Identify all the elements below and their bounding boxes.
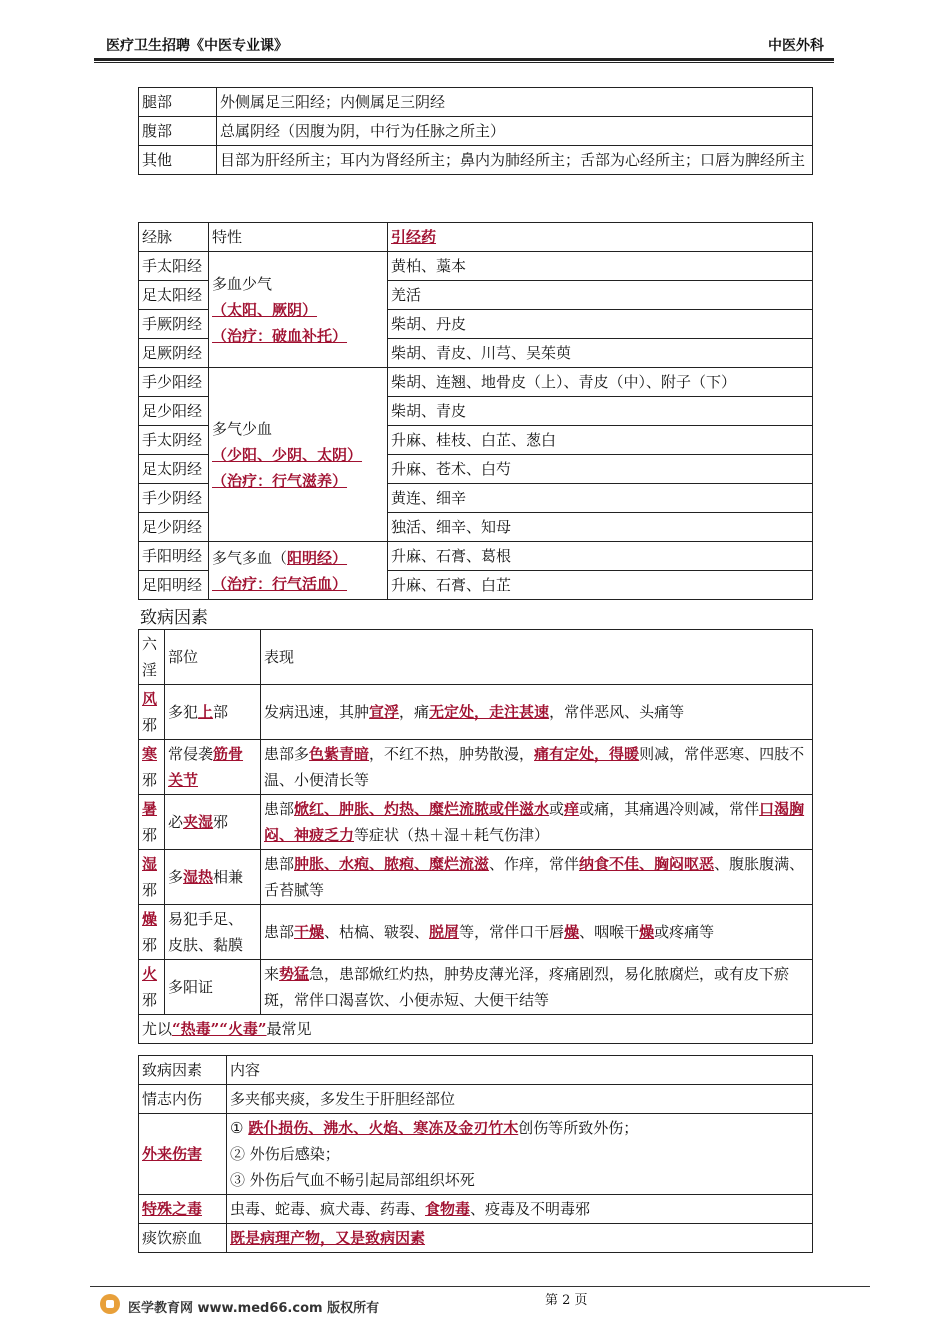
- meridian-cell: 足太阴经: [139, 455, 209, 484]
- site-highlight: 湿热: [183, 868, 214, 886]
- six-evils-table: [138, 629, 813, 1044]
- site-highlight: 筋骨关节: [168, 745, 244, 789]
- meridian-cell: 足阳明经: [139, 571, 209, 600]
- footnote-text: 尤以: [142, 1020, 173, 1038]
- property-treatment: （治疗：行气滋养）: [212, 471, 348, 490]
- evil-name-cell: [139, 795, 165, 850]
- symptom-highlight: 燥: [564, 923, 580, 941]
- meridian-cell: 手太阴经: [139, 426, 209, 455]
- symptom-text: ，痛: [399, 703, 430, 721]
- property-cell: [209, 252, 388, 368]
- column-header: 特性: [209, 223, 388, 252]
- section-title: 致病因素: [140, 608, 208, 628]
- table-row: [139, 960, 813, 1015]
- table-cell: 总属阴经（因腹为阴，中行为任脉之所主）: [217, 117, 813, 146]
- property-text-plain: 多气多血（: [212, 548, 288, 567]
- evil-name: 风: [142, 690, 158, 708]
- factor-cell: 痰饮瘀血: [139, 1224, 227, 1253]
- symptom-cell: [261, 740, 813, 795]
- evil-name: 火: [142, 965, 158, 983]
- logo-icon: [100, 1294, 120, 1314]
- symptom-cell: [261, 850, 813, 905]
- site-text: 多犯: [168, 703, 199, 721]
- herb-cell: 升麻、石膏、葛根: [388, 542, 813, 571]
- herb-cell: 柴胡、青皮: [388, 397, 813, 426]
- content-cell: [227, 1195, 813, 1224]
- meridian-cell: 手阳明经: [139, 542, 209, 571]
- herb-cell: 升麻、桂枝、白芷、葱白: [388, 426, 813, 455]
- symptom-highlight: 色紫青暗: [309, 745, 370, 763]
- footer-copyright: 医学教育网 www.med66.com 版权所有: [128, 1301, 380, 1316]
- symptom-cell: [261, 795, 813, 850]
- herb-cell: 黄柏、藁本: [388, 252, 813, 281]
- symptom-text: ，常伴恶风、头痛等: [549, 703, 685, 721]
- herb-cell: 独活、细辛、知母: [388, 513, 813, 542]
- symptom-highlight: 口渴胸闷、神疲乏力: [264, 800, 805, 844]
- column-header: 致病因素: [139, 1056, 227, 1085]
- symptom-text: 患部多: [264, 745, 310, 763]
- symptom-cell: [261, 960, 813, 1015]
- factor-cell: 情志内伤: [139, 1085, 227, 1114]
- table-row: [139, 252, 813, 281]
- meridian-cell: 足厥阴经: [139, 339, 209, 368]
- table-header-row: [139, 630, 813, 685]
- content-line: ② 外伤后感染；: [230, 1145, 340, 1163]
- site-cell: [165, 850, 261, 905]
- symptom-text: 、咽喉干: [579, 923, 640, 941]
- property-treatment: （治疗：行气活血）: [212, 574, 348, 593]
- footnote-highlight: “热毒”“火毒”: [172, 1020, 267, 1038]
- site-text: 部: [213, 703, 229, 721]
- table-cell: 其他: [139, 146, 217, 175]
- table-row: [139, 542, 813, 571]
- symptom-highlight: 干燥: [294, 923, 325, 941]
- table-row: [139, 1085, 813, 1114]
- column-header: 六淫: [139, 630, 165, 685]
- symptom-highlight: 脱屑: [429, 923, 460, 941]
- footnote-text: 最常见: [266, 1020, 312, 1038]
- meridian-table: [138, 222, 813, 600]
- property-treatment: （治疗：破血补托）: [212, 326, 348, 345]
- symptom-highlight: 痒: [564, 800, 580, 818]
- meridian-cell: 手少阳经: [139, 368, 209, 397]
- evil-name: 暑: [142, 800, 158, 818]
- column-header-text: 引经药: [391, 228, 437, 246]
- content-cell: [227, 1224, 813, 1253]
- symptom-text: 、枯槁、皲裂、: [324, 923, 430, 941]
- herb-cell: 柴胡、青皮、川芎、吴茱萸: [388, 339, 813, 368]
- evil-name-cell: [139, 740, 165, 795]
- site-highlight: 上: [198, 703, 214, 721]
- page-number: 第 2 页: [545, 1293, 588, 1308]
- meridian-cell: 足少阳经: [139, 397, 209, 426]
- column-header: 表现: [261, 630, 813, 685]
- property-text-highlight: 阳明经）: [287, 548, 348, 567]
- evil-suffix: 邪: [142, 881, 158, 899]
- evil-suffix: 邪: [142, 716, 158, 734]
- table-row: [139, 1195, 813, 1224]
- table-row: [139, 146, 813, 175]
- site-cell: [165, 795, 261, 850]
- meridian-cell: 手厥阴经: [139, 310, 209, 339]
- symptom-highlight: 纳食不佳、胸闷呕恶: [579, 855, 715, 873]
- table-row: [139, 1224, 813, 1253]
- column-header: [388, 223, 813, 252]
- body-region-table: [138, 87, 813, 175]
- symptom-highlight: 肿胀、水疱、脓疱、糜烂流滋: [294, 855, 490, 873]
- factor-cell: 外来伤害: [139, 1114, 227, 1195]
- table-row: [139, 1114, 813, 1195]
- content-highlight: 跌仆损伤、沸水、火焰、寒冻及金刃竹木: [248, 1119, 519, 1137]
- content-text: 、疫毒及不明毒邪: [470, 1200, 591, 1218]
- site-text: 相兼: [213, 868, 244, 886]
- content-text: 创伤等所致外伤；: [518, 1119, 639, 1137]
- table-footnote: [139, 1015, 813, 1044]
- table-row: [139, 685, 813, 740]
- footer-rule: [90, 1286, 870, 1287]
- header-subject: 中医外科: [768, 38, 824, 54]
- table-row: [139, 88, 813, 117]
- symptom-highlight: 无定处，走注甚速: [429, 703, 550, 721]
- table-cell: 外侧属足三阳经；内侧属足三阴经: [217, 88, 813, 117]
- symptom-highlight: 燥: [639, 923, 655, 941]
- herb-cell: 升麻、苍术、白芍: [388, 455, 813, 484]
- symptom-text: 发病迅速，其肿: [264, 703, 370, 721]
- symptom-text: 、作痒，常伴: [489, 855, 580, 873]
- herb-cell: 柴胡、连翘、地骨皮（上）、青皮（中）、附子（下）: [388, 368, 813, 397]
- meridian-cell: 足少阴经: [139, 513, 209, 542]
- symptom-cell: [261, 905, 813, 960]
- evil-name-cell: [139, 960, 165, 1015]
- symptom-text: 或疼痛等: [654, 923, 715, 941]
- site-cell: 易犯手足、皮肤、黏膜: [165, 905, 261, 960]
- content-cell: [227, 1114, 813, 1195]
- evil-suffix: 邪: [142, 936, 158, 954]
- table-cell: 腿部: [139, 88, 217, 117]
- table-row: [139, 795, 813, 850]
- site-text: 常侵袭: [168, 745, 214, 763]
- evil-name-cell: [139, 685, 165, 740]
- site-text: 邪: [213, 813, 229, 831]
- content-highlight: 既是病理产物，又是致病因素: [230, 1229, 426, 1247]
- site-cell: 多阳证: [165, 960, 261, 1015]
- evil-name-cell: [139, 850, 165, 905]
- content-text: ①: [230, 1119, 249, 1137]
- symptom-text: 等症状（热＋湿＋耗气伤津）: [354, 826, 550, 844]
- evil-name: 湿: [142, 855, 158, 873]
- symptom-text: 患部: [264, 855, 295, 873]
- site-cell: [165, 740, 261, 795]
- symptom-text: 来: [264, 965, 280, 983]
- property-text: 多气少血: [212, 419, 273, 438]
- table-cell: 腹部: [139, 117, 217, 146]
- site-highlight: 夹湿: [183, 813, 214, 831]
- header-rule-thin: [94, 62, 834, 63]
- symptom-cell: [261, 685, 813, 740]
- evil-suffix: 邪: [142, 771, 158, 789]
- table-cell: 目部为肝经所主；耳内为肾经所主；鼻内为肺经所主；舌部为心经所主；口唇为脾经所主: [217, 146, 813, 175]
- herb-cell: 升麻、石膏、白芷: [388, 571, 813, 600]
- symptom-text: 患部: [264, 923, 295, 941]
- symptom-text: 或痛，其痛遇冷则减，常伴: [579, 800, 760, 818]
- symptom-text: ，不红不热，肿势散漫，: [369, 745, 535, 763]
- symptom-text: 或: [549, 800, 565, 818]
- table-row: [139, 117, 813, 146]
- herb-cell: 羌活: [388, 281, 813, 310]
- content-line: ③ 外伤后气血不畅引起局部组织坏死: [230, 1171, 475, 1189]
- table-header-row: [139, 1056, 813, 1085]
- symptom-text: 则减，常伴恶寒、四肢不温、小便清长等: [264, 745, 805, 789]
- property-cell: [209, 542, 388, 600]
- site-cell: [165, 685, 261, 740]
- header-title: 医疗卫生招聘《中医专业课》: [106, 38, 288, 54]
- herb-cell: 黄连、细辛: [388, 484, 813, 513]
- property-text: 多血少气: [212, 274, 273, 293]
- symptom-text: 等，常伴口干唇: [459, 923, 565, 941]
- table-row: [139, 368, 813, 397]
- header-rule: [94, 58, 834, 61]
- property-note: （少阳、少阴、太阴）: [212, 445, 363, 464]
- herb-cell: 柴胡、丹皮: [388, 310, 813, 339]
- property-cell: [209, 368, 388, 542]
- content-highlight: 食物毒: [425, 1200, 471, 1218]
- content-text: 虫毒、蛇毒、疯犬毒、药毒、: [230, 1200, 426, 1218]
- symptom-highlight: 势猛: [279, 965, 310, 983]
- symptom-highlight: 宣浮: [369, 703, 400, 721]
- symptom-highlight: 痛有定处，得暖: [534, 745, 640, 763]
- pathogenic-factors-table: [138, 1055, 813, 1253]
- evil-suffix: 邪: [142, 991, 158, 1009]
- table-header-row: [139, 223, 813, 252]
- site-text: 必: [168, 813, 184, 831]
- evil-name-cell: [139, 905, 165, 960]
- symptom-highlight: 焮红、肿胀、灼热、糜烂流脓或伴滋水: [294, 800, 550, 818]
- meridian-cell: 手少阴经: [139, 484, 209, 513]
- factor-cell: 特殊之毒: [139, 1195, 227, 1224]
- symptom-text: 、腹胀腹满、舌苔腻等: [264, 855, 805, 899]
- column-header: 内容: [227, 1056, 813, 1085]
- content-line: [230, 1115, 809, 1141]
- symptom-text: 患部: [264, 800, 295, 818]
- property-text: [212, 545, 384, 571]
- evil-name: 寒: [142, 745, 158, 763]
- column-header: 部位: [165, 630, 261, 685]
- evil-suffix: 邪: [142, 826, 158, 844]
- column-header: 经脉: [139, 223, 209, 252]
- symptom-text: 急，患部焮红灼热，肿势皮薄光泽，疼痛剧烈，易化脓腐烂，或有皮下瘀斑，常伴口渴喜饮、小便赤短、大便干结等: [264, 965, 790, 1009]
- meridian-cell: 手太阳经: [139, 252, 209, 281]
- content-cell: 多夹郁夹痰，多发生于肝胆经部位: [227, 1085, 813, 1114]
- evil-name: 燥: [142, 910, 158, 928]
- table-footer-row: [139, 1015, 813, 1044]
- page-header: [94, 33, 834, 57]
- meridian-cell: 足太阳经: [139, 281, 209, 310]
- site-text: 多: [168, 868, 184, 886]
- table-row: [139, 905, 813, 960]
- property-note: （太阳、厥阴）: [212, 300, 318, 319]
- table-row: [139, 850, 813, 905]
- table-row: [139, 740, 813, 795]
